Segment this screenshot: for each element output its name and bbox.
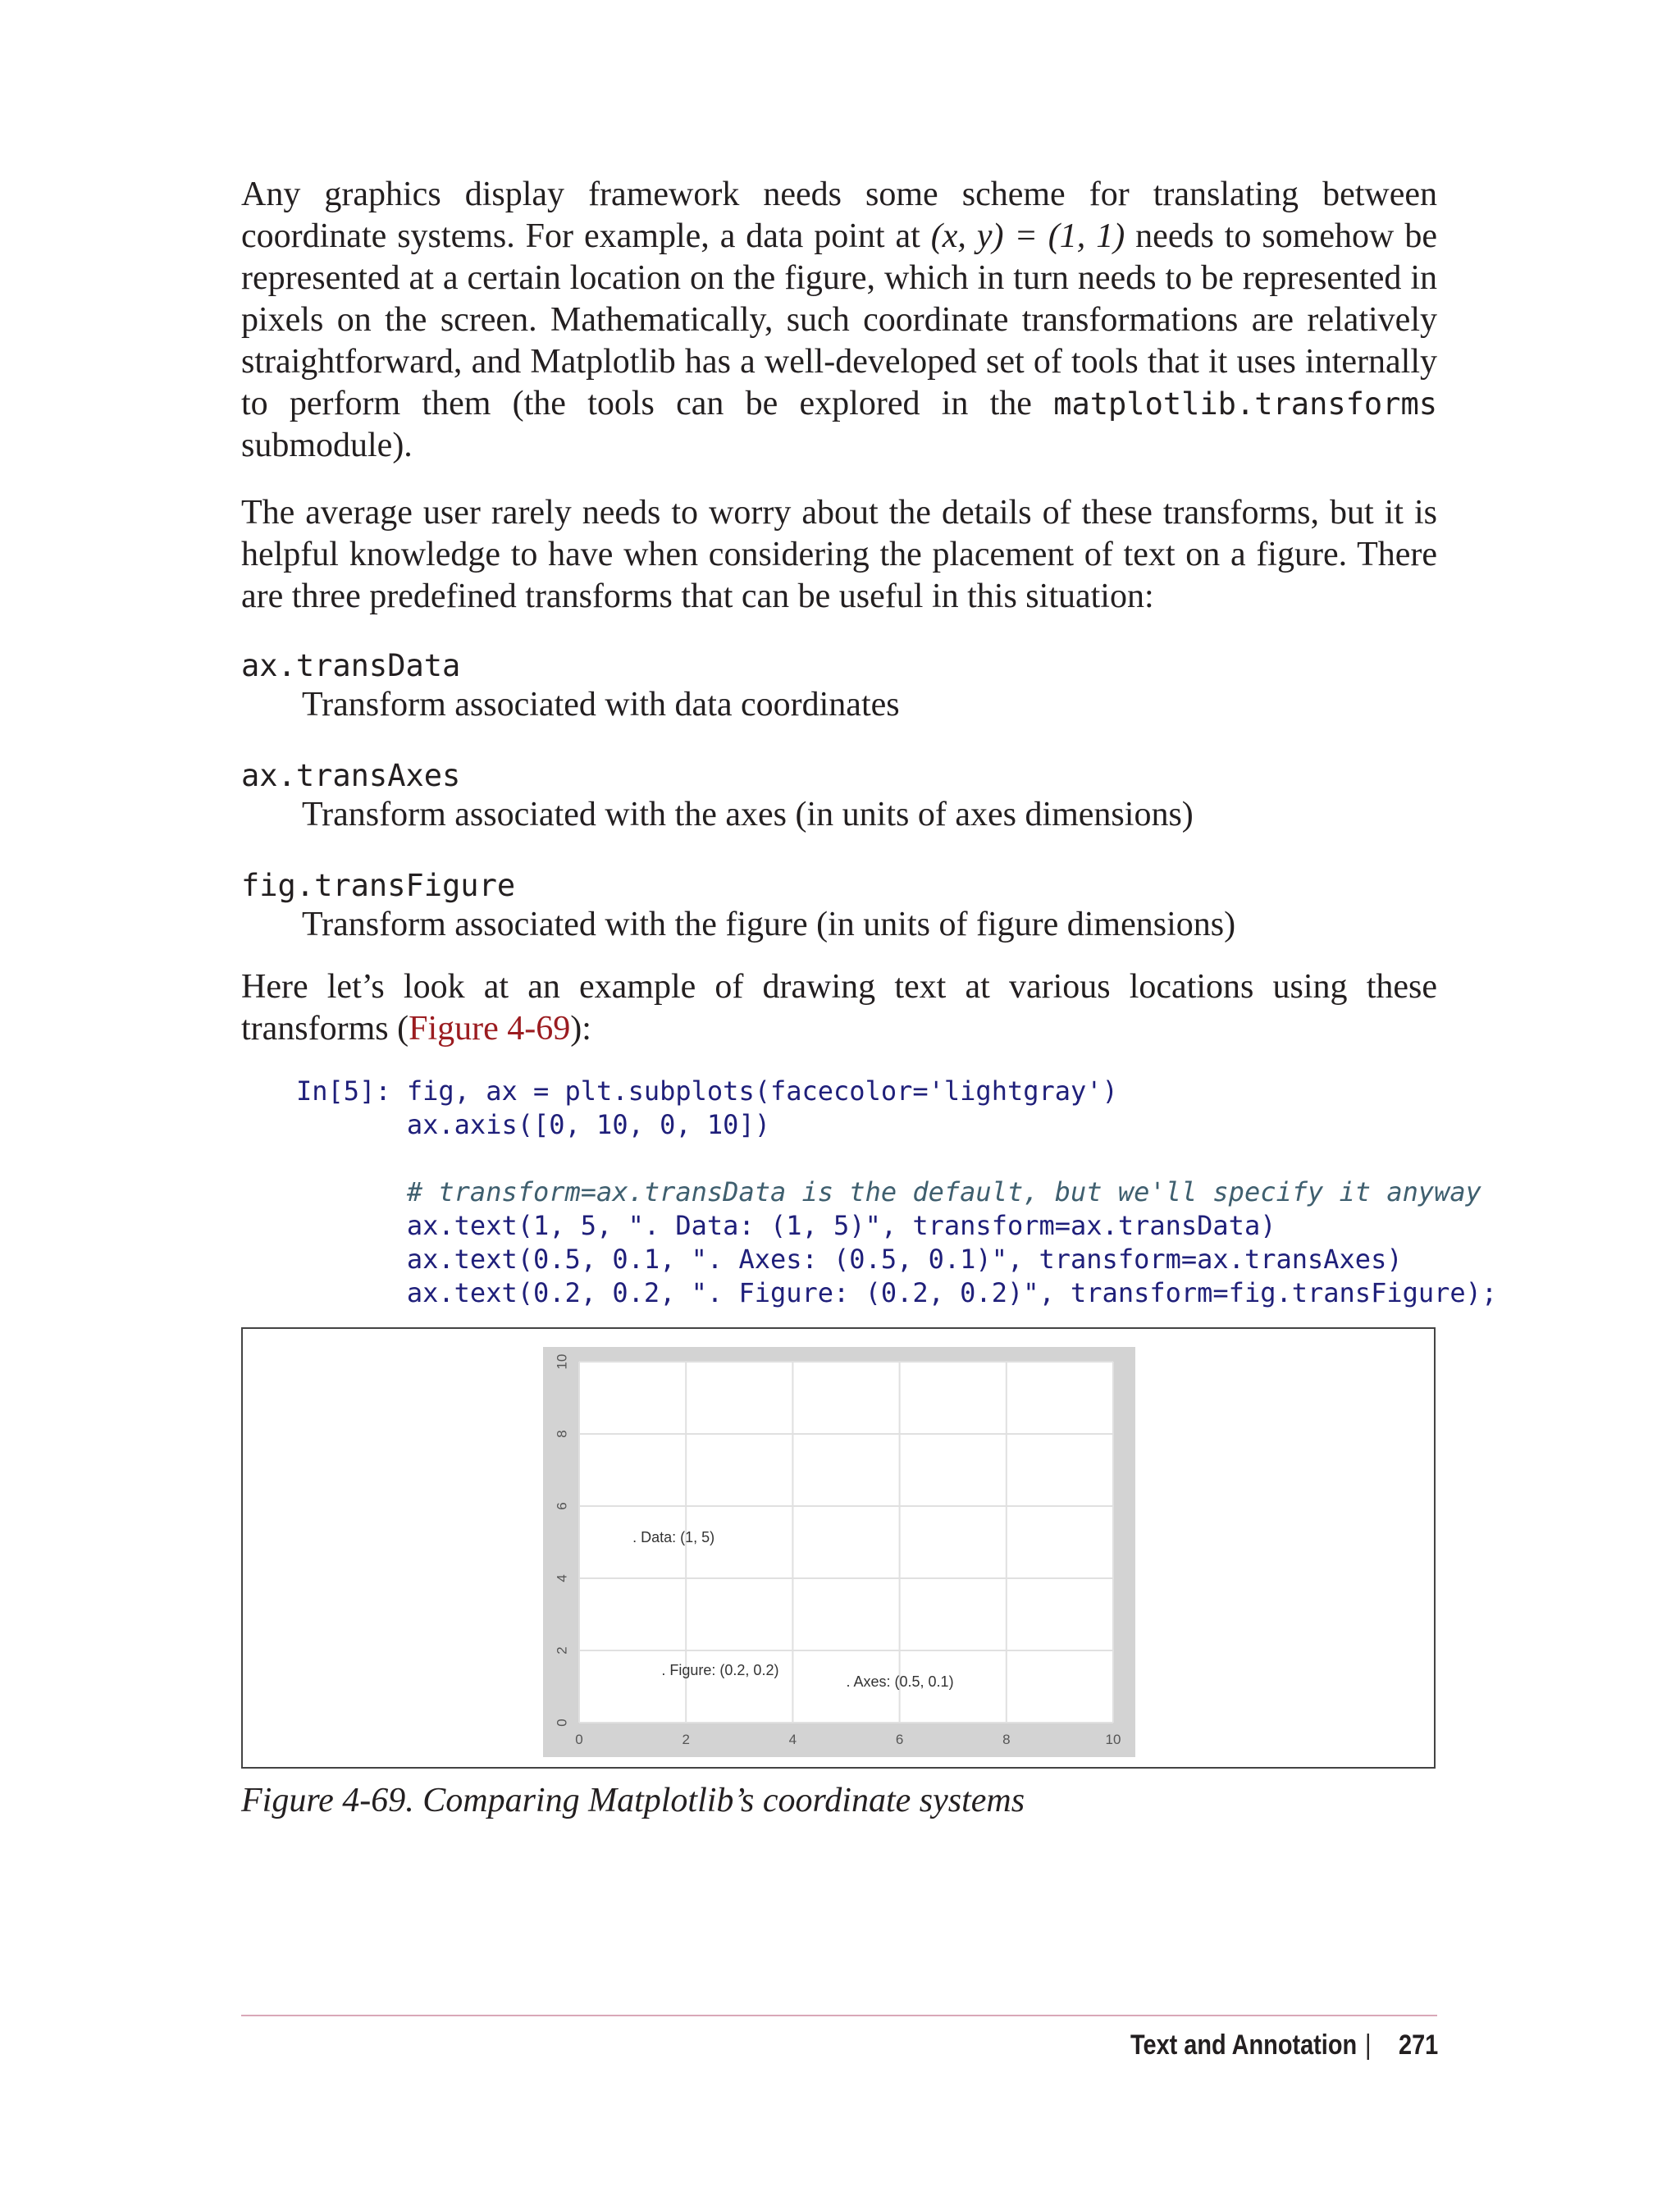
code-block (296, 1075, 1497, 1310)
paragraph-3 (241, 966, 1437, 1050)
definition-desc-transaxes: Transform associated with the axes (in units of axes dimensions) (302, 796, 1194, 833)
y-tick-label: 4 (554, 1574, 570, 1582)
figure-xref-link[interactable]: Figure 4-69 (409, 1010, 571, 1048)
paragraph-3-text-a: Here let’s look at an example of drawing text at various locations using these transforms ( (241, 968, 1437, 1048)
x-tick-label: 6 (895, 1732, 904, 1747)
code-line-6: ax.text(0.2, 0.2, ". Figure: (0.2, 0.2)", transform=fig.transFigure); (406, 1277, 1498, 1308)
annotation-label-data: . Data: (1, 5) (632, 1529, 715, 1545)
paragraph-2: The average user rarely needs to worry about the details of these transforms, but it is helpful knowledge to have when considering the placement of text on a figure. There are three predefined transforms that can be useful in this situation: (241, 494, 1437, 615)
definition-term-transaxes: ax.transAxes (241, 758, 461, 793)
inline-code-transforms: matplotlib.transforms (1053, 386, 1437, 422)
definition-desc-transdata: Transform associated with data coordinates (302, 686, 900, 724)
code-indent (296, 1210, 407, 1241)
paragraph-1-text-a: Any graphics display framework needs some scheme for translating between coordinate systems. For example, a data point at (241, 176, 1437, 255)
definition-term-transdata: ax.transData (241, 648, 461, 683)
x-tick-label: 4 (788, 1732, 797, 1747)
y-tick-label: 10 (554, 1354, 570, 1370)
footer-separator: | (1365, 2029, 1372, 2061)
math-inline: (x, y) = (1, 1) (930, 217, 1125, 255)
footer-section-title: Text and Annotation (1130, 2029, 1358, 2061)
x-tick-label: 8 (1002, 1732, 1011, 1747)
code-indent (296, 1109, 407, 1140)
x-tick-label: 2 (682, 1732, 690, 1747)
code-line-4: ax.text(1, 5, ". Data: (1, 5)", transform=ax.transData) (406, 1210, 1276, 1241)
code-prompt: In[5]: (296, 1075, 407, 1107)
paragraph-1-text-c: submodule). (241, 427, 413, 464)
definition-term-transfigure: fig.transFigure (241, 868, 516, 903)
code-comment: # transform=ax.transData is the default, but we'll specify it anyway (406, 1176, 1481, 1208)
code-indent (296, 1244, 407, 1275)
code-indent (296, 1277, 407, 1308)
code-line-1: fig, ax = plt.subplots(facecolor='lightgray') (406, 1075, 1118, 1107)
code-line-5: ax.text(0.5, 0.1, ". Axes: (0.5, 0.1)", transform=ax.transAxes) (406, 1244, 1403, 1275)
definition-desc-transfigure: Transform associated with the figure (in units of figure dimensions) (302, 906, 1236, 943)
paragraph-1-text-b: needs to somehow be represented at a certain location on the figure, which in turn needs to be represented in pixels on the screen. Mathematically, such coordinate transformations are relatively straightforward, and Matplotlib has a well-developed set of tools that it uses internally to perform them (the tools can be explored in the (241, 217, 1437, 422)
y-tick-label: 8 (554, 1430, 570, 1438)
x-tick-label: 10 (1105, 1732, 1121, 1747)
y-tick-label: 2 (554, 1646, 570, 1655)
y-tick-label: 6 (554, 1502, 570, 1510)
page-number: 271 (1399, 2029, 1439, 2061)
code-line-2: ax.axis([0, 10, 0, 10]) (406, 1109, 770, 1140)
figure-frame (241, 1327, 1436, 1769)
x-tick-label: 0 (575, 1732, 583, 1747)
paragraph-1 (241, 174, 1437, 467)
code-indent (296, 1176, 407, 1208)
chart (243, 1329, 1434, 1767)
figure-caption: Figure 4-69. Comparing Matplotlib’s coordinate systems (241, 1782, 1025, 1819)
annotation-label-figure: . Figure: (0.2, 0.2) (661, 1662, 779, 1678)
y-tick-label: 0 (554, 1719, 570, 1727)
paragraph-3-text-b: ): (570, 1010, 591, 1048)
annotation-label-axes: . Axes: (0.5, 0.1) (846, 1673, 954, 1690)
footer-rule (241, 2015, 1437, 2016)
